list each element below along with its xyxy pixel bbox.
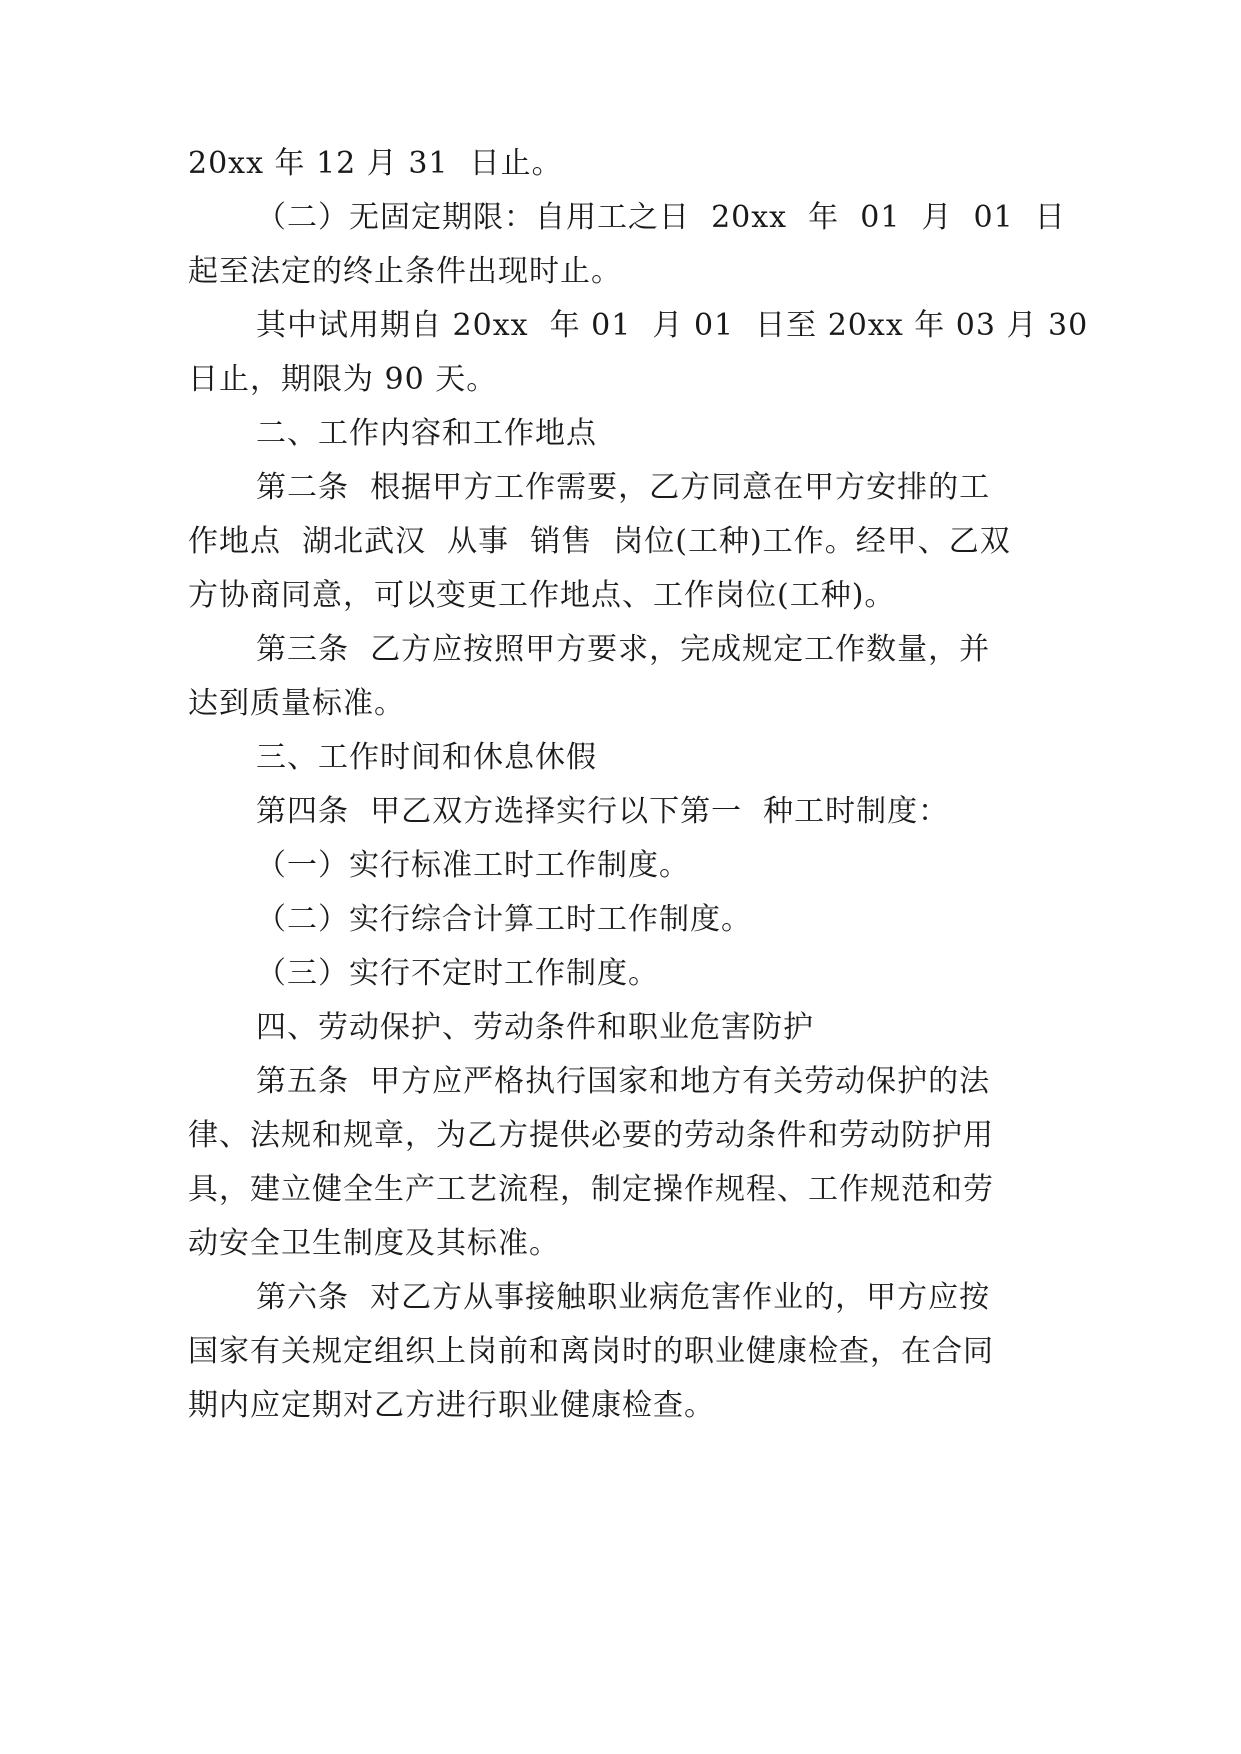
section-heading: 二、工作内容和工作地点: [256, 416, 597, 451]
section-heading: 四、劳动保护、劳动条件和职业危害防护: [256, 1010, 814, 1045]
text-line: 方协商同意，可以变更工作地点、工作岗位(工种)。: [188, 578, 896, 613]
text-line: 期内应定期对乙方进行职业健康检查。: [188, 1388, 715, 1423]
list-item: （二）实行综合计算工时工作制度。: [256, 902, 752, 937]
text-line: 第二条 根据甲方工作需要，乙方同意在甲方安排的工: [256, 470, 991, 505]
text-line: 达到质量标准。: [188, 686, 405, 721]
text-line: 其中试用期自 20xx 年 01 月 01 日至 20xx 年 03 月 30: [256, 308, 1089, 343]
text-line: （二）无固定期限：自用工之日 20xx 年 01 月 01 日: [256, 200, 1066, 235]
text-line: 具，建立健全生产工艺流程，制定操作规程、工作规范和劳: [188, 1172, 994, 1207]
text-line: 动安全卫生制度及其标准。: [188, 1226, 560, 1261]
text-line: 第三条 乙方应按照甲方要求，完成规定工作数量，并: [256, 632, 991, 667]
text-line: 第六条 对乙方从事接触职业病危害作业的，甲方应按: [256, 1280, 991, 1315]
text-line: 起至法定的终止条件出现时止。: [188, 254, 622, 289]
text-line: 律、法规和规章，为乙方提供必要的劳动条件和劳动防护用: [188, 1118, 994, 1153]
text-line: 第五条 甲方应严格执行国家和地方有关劳动保护的法: [256, 1064, 991, 1099]
section-heading: 三、工作时间和休息休假: [256, 740, 597, 775]
text-line: 日止，期限为 90 天。: [188, 362, 498, 397]
text-line: 第四条 甲乙双方选择实行以下第一 种工时制度：: [256, 794, 950, 829]
list-item: （三）实行不定时工作制度。: [256, 956, 659, 991]
text-line: 作地点 湖北武汉 从事 销售 岗位(工种)工作。经甲、乙双: [188, 524, 1011, 559]
text-line: 国家有关规定组织上岗前和离岗时的职业健康检查，在合同: [188, 1334, 994, 1369]
text-line: 20xx 年 12 月 31 日止。: [188, 146, 563, 181]
list-item: （一）实行标准工时工作制度。: [256, 848, 690, 883]
